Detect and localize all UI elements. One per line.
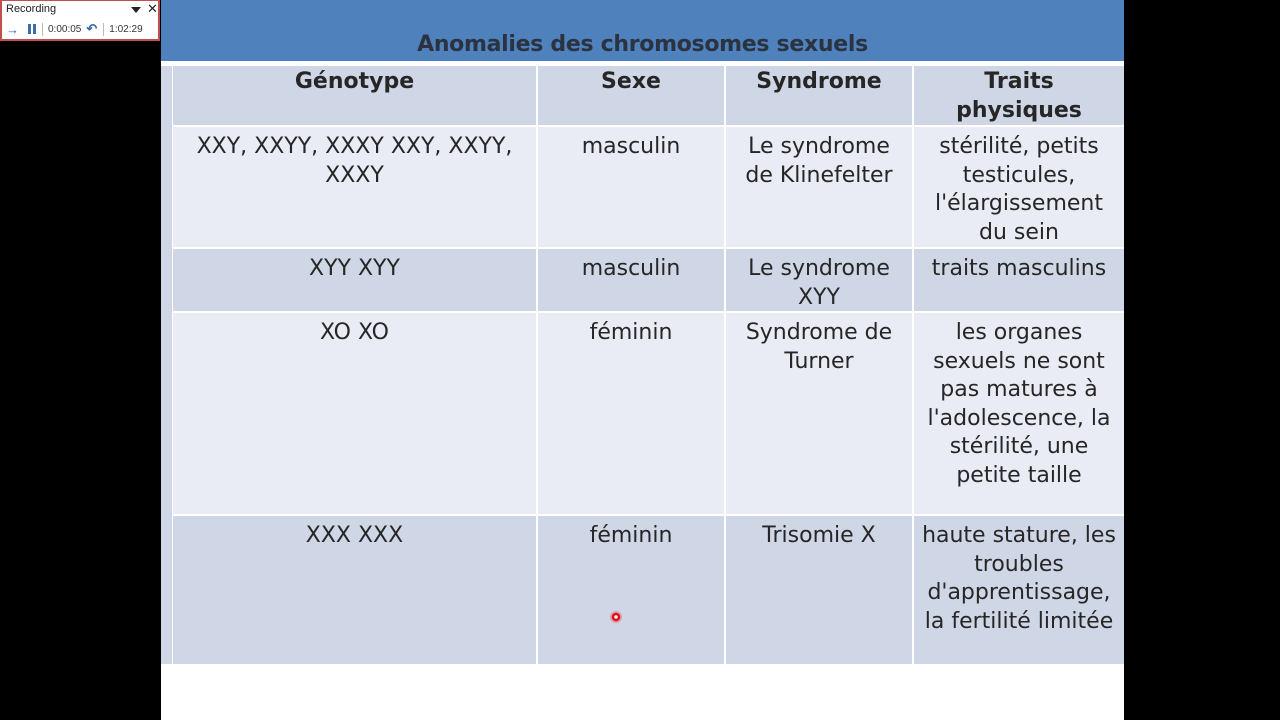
- cell-genotype: XYY XYY: [173, 249, 536, 311]
- dropdown-icon[interactable]: [131, 7, 141, 13]
- header-genotype: Génotype: [173, 66, 536, 125]
- cell-genotype: XXY, XXYY, XXXY XXY, XXYY, XXXY: [173, 127, 536, 247]
- table-row: [173, 313, 1124, 514]
- recording-title: Recording: [6, 3, 57, 15]
- cell-syndrome: Le syndrome de Klinefelter: [726, 127, 912, 247]
- cell-traits: les organes sexuels ne sont pas matures à l'adolescence, la stérilité, une petite taille: [914, 313, 1124, 514]
- cell-traits: haute stature, les troubles d'apprentissage, la fertilité limitée: [914, 516, 1124, 664]
- cell-traits: stérilité, petits testicules, l'élargissement du sein: [914, 127, 1124, 247]
- cell-sexe: féminin: [538, 313, 724, 514]
- slide-title: Anomalies des chromosomes sexuels: [417, 32, 868, 57]
- slide-header-band: [161, 0, 1124, 61]
- cell-sexe: masculin: [538, 249, 724, 311]
- header-traits: Traits physiques: [914, 66, 1124, 125]
- slide: [161, 0, 1124, 720]
- table-row: [173, 127, 1124, 247]
- header-sexe: Sexe: [538, 66, 724, 125]
- cell-traits: traits masculins: [914, 249, 1124, 311]
- close-icon[interactable]: ✕: [147, 1, 158, 16]
- elapsed-time: 0:00:05: [48, 23, 82, 35]
- table-left-strip: [161, 66, 172, 664]
- separator: [42, 23, 43, 36]
- cell-sexe: féminin: [538, 516, 724, 664]
- table-header-row: [173, 66, 1124, 125]
- laser-pointer-cursor: [610, 611, 622, 623]
- cell-genotype: XO XO: [173, 313, 536, 514]
- recording-controls: [6, 21, 143, 37]
- recording-widget: [0, 0, 160, 41]
- table-row: [173, 516, 1124, 664]
- table-row: [173, 249, 1124, 311]
- cell-syndrome: Syndrome de Turner: [726, 313, 912, 514]
- header-syndrome: Syndrome: [726, 66, 912, 125]
- total-time: 1:02:29: [109, 23, 143, 35]
- cell-genotype: XXX XXX: [173, 516, 536, 664]
- undo-icon[interactable]: ↶: [86, 21, 98, 36]
- forward-arrow-icon[interactable]: →: [6, 21, 19, 37]
- cell-sexe: masculin: [538, 127, 724, 247]
- pause-icon[interactable]: [28, 24, 36, 34]
- cell-syndrome: Trisomie X: [726, 516, 912, 664]
- separator: [103, 23, 104, 36]
- cell-syndrome: Le syndrome XYY: [726, 249, 912, 311]
